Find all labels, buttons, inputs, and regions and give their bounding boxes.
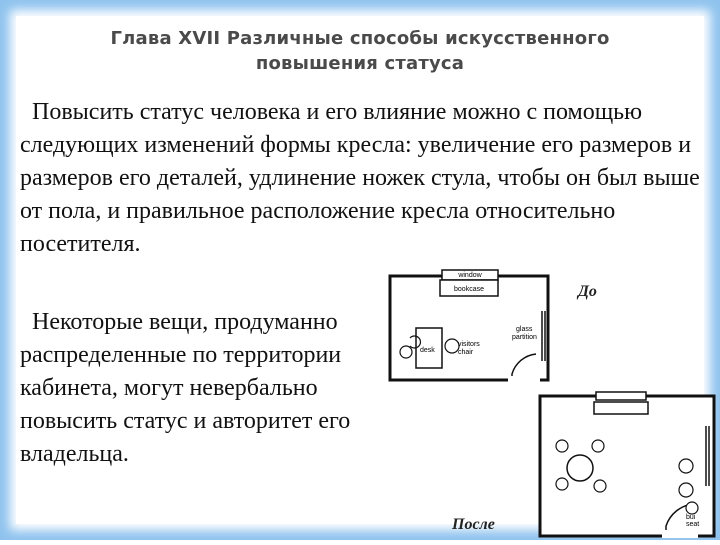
slide-title-line-2: повышения статуса xyxy=(255,53,465,74)
visitors-chair-label-2: chair xyxy=(458,349,474,356)
visitor-chair-shape xyxy=(445,339,459,353)
floor-plan-after-drawing xyxy=(536,386,720,540)
chair-1-shape xyxy=(556,440,568,452)
chair-3-shape xyxy=(556,478,568,490)
chair-2-shape xyxy=(592,440,604,452)
paragraph-chair-status: Повысить статус человека и его влияние можно с помощью следующих изменений формы кресла: увеличение его размеров и размеров его деталей, удлинение ножек стула, чтобы он был выше от пола, и правильное расположение кресла относительно посетителя. xyxy=(20,99,700,257)
chair-4-shape xyxy=(594,480,606,492)
floor-plan-before-drawing xyxy=(384,266,554,386)
built-in-seat-shape xyxy=(686,502,698,514)
built-in-seat-label-2: seat xyxy=(686,521,700,528)
glass-partition-label-1: glass xyxy=(516,326,533,333)
paragraph-office-items: Некоторые вещи, продуманно распределенные по территории кабинета, могут невербально повысить статус и авторитет его владельца. xyxy=(20,309,351,467)
floor-plan-after xyxy=(536,386,720,545)
bookcase-label: bookcase xyxy=(454,286,484,293)
window-label: window xyxy=(458,272,482,279)
round-table-shape xyxy=(567,455,593,481)
slide-title xyxy=(0,26,720,76)
armchair-2-shape xyxy=(679,483,693,497)
armchair-1-shape xyxy=(679,459,693,473)
floor-plan-before xyxy=(384,266,554,391)
caption-after: После xyxy=(452,516,495,533)
visitors-chair-label-1: visitors xyxy=(458,341,480,348)
after-window-shape xyxy=(596,392,646,400)
desk-label: desk xyxy=(420,347,435,354)
glass-partition-label-2: partition xyxy=(512,334,537,341)
caption-before: До xyxy=(578,283,597,300)
built-in-seat-label-1: bui xyxy=(686,514,696,521)
slide-title-line-1: Глава XVII Различные способы искусственного xyxy=(110,28,610,49)
after-bookcase-shape xyxy=(594,402,648,414)
